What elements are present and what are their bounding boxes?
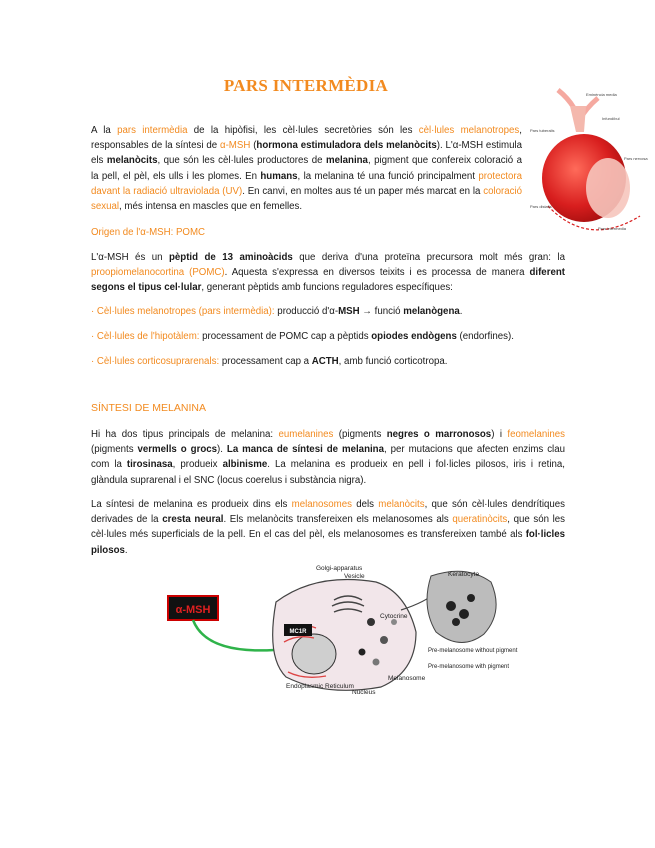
highlight: α-MSH [219, 140, 251, 152]
bullet-melanotropes [91, 306, 565, 317]
text: . [459, 306, 463, 317]
bold-text: opiodes endògens [371, 331, 457, 342]
melanosome-paragraph [91, 497, 565, 558]
text: , més intensa en mascles que en femelles. [119, 201, 303, 213]
text: (pigments [333, 429, 387, 440]
text: Hi ha dos tipus principals de melanina: [91, 429, 279, 440]
text: processament cap a [219, 356, 312, 367]
melanosome-dot [380, 636, 388, 644]
melanin-types-paragraph [91, 427, 565, 488]
text: . Els melanòcits transfereixen els melanosomes als [223, 514, 453, 526]
text: processament de POMC cap a pèptids [199, 331, 372, 342]
bold-text: negres o marronosos [386, 429, 492, 440]
text: producció d'α- [274, 306, 339, 317]
pars-nervosa-shape [586, 158, 630, 218]
text: . La melanina es produeix en pell i fol·licles pilosos, iris i retina, glàndula suprarenal i el SNC (locus coerelus i substància nigra). [91, 459, 565, 486]
pituitary-gland-illustration [528, 88, 650, 236]
bullet-label: · Cèl·lules corticosuprarenals: [91, 356, 220, 367]
text: . En canvi, en moltes aus té un paper més marcat en la [242, 185, 484, 197]
page-title: PARS INTERMÈDIA [223, 76, 389, 95]
text: ). [217, 444, 227, 456]
melanosome-dot [452, 618, 460, 626]
text: , produeix [172, 459, 223, 471]
bold-text: diferent segons el tipus cel·lular [91, 267, 565, 294]
pomc-heading: Origen de l'α-MSH: POMC [91, 227, 206, 238]
text: , que són les cèl·lules més superficials de la pell. En el cas del pèl, els melanosomes es transfereixen també als [91, 514, 565, 541]
pit-label-3: Pars nervosa [624, 156, 648, 161]
text: (endorfines). [456, 331, 514, 342]
bold-text: melanògena [403, 306, 460, 317]
highlight: eumelanines [278, 429, 334, 440]
label-nucleus: Nucleus [352, 689, 376, 696]
intro-paragraph [91, 123, 522, 214]
text: , la melanina té una funció principalment [297, 170, 479, 182]
text: , que són les cèl·lules productores de [157, 155, 326, 167]
text: , amb funció corticotropa. [338, 356, 448, 367]
highlight: coloració sexual [91, 185, 522, 213]
highlight: queratinòcits [452, 514, 508, 526]
bold-text: hormona estimuladora dels melanòcits [256, 140, 437, 152]
mc1r-label: MC1R [289, 629, 307, 635]
melanocyte-illustration [166, 562, 518, 702]
nucleus-shape [292, 634, 336, 674]
bold-text: ACTH [311, 356, 339, 367]
bullet-label: · Cèl·lules melanotropes (pars intermèdia): [91, 306, 275, 317]
label-golgi: Golgi-apparatus [316, 565, 363, 572]
pit-label-1: Infundíbul [602, 116, 620, 121]
text: La síntesi de melanina es produeix dins els [91, 499, 292, 510]
label-premelanosome-with: Pre-melanosome with pigment [428, 664, 510, 670]
melanosome-dot [459, 609, 469, 619]
label-melanosome: Melanosome [388, 675, 426, 682]
highlight: pars intermèdia [117, 125, 188, 136]
text: que deriva d'una proteïna precursora molt més gran: la [292, 252, 565, 263]
keratocyte-cell [427, 571, 496, 642]
text: , per mutacions que afecten enzims clau com la [91, 444, 565, 471]
pit-label-5: Pars intermedia [598, 226, 627, 231]
bullet-label: · Cèl·lules de l'hipotàlem: [91, 331, 200, 342]
highlight: melanòcits [378, 499, 425, 510]
pit-label-2: Pars tuberalis [530, 128, 555, 133]
alpha-msh-label: α-MSH [175, 604, 211, 616]
bold-text: cresta neural [162, 514, 224, 526]
text: dels [351, 499, 379, 510]
bold-text: tirosinasa [126, 459, 173, 471]
melanosome-dot [373, 659, 380, 666]
text: , generant pèptids amb funcions reguladores específiques: [201, 282, 453, 294]
pit-label-4: Pars distalis [530, 204, 552, 209]
label-cytocrine: Cytocrine [380, 613, 408, 620]
bold-text: albinisme [222, 459, 268, 471]
bullet-hypothalamus [91, 331, 565, 342]
bold-text: La manca de síntesi de melanina [226, 444, 384, 456]
text: . [124, 544, 128, 556]
pit-label-0: Eminència media [586, 92, 617, 97]
text: de la hipòfisi, les cèl·lules secretòries són les [187, 125, 419, 136]
bold-text: pèptid de 13 aminoàcids [168, 252, 293, 263]
text: → funció [359, 306, 404, 317]
highlight: melanosomes [291, 499, 352, 510]
text: , que són cèl·lules dendrítiques derivades de la [91, 499, 566, 526]
text: , responsables de la síntesi de [91, 125, 522, 152]
bullet-corticosuprarenals [91, 356, 565, 367]
text: ). L'α-MSH estimula els [91, 140, 523, 167]
highlight: cèl·lules melanotropes [418, 125, 520, 136]
pomc-paragraph [91, 250, 565, 296]
bold-text: MSH [338, 306, 360, 317]
synthesis-heading: SÍNTESI DE MELANINA [91, 402, 206, 414]
bold-text: humans [260, 170, 298, 182]
melanosome-dot [467, 594, 475, 602]
bold-text: vermells o grocs [137, 444, 218, 456]
label-premelanosome-without: Pre-melanosome without pigment [428, 648, 518, 654]
melanosome-dot [359, 649, 366, 656]
melanosome-dot [367, 618, 375, 626]
highlight: feomelanines [507, 429, 565, 440]
text: , pigment que confereix coloració a la pell, el pèl, els ulls i les plomes. En [91, 155, 522, 182]
highlight: protectora davant la radiació ultraviolada (UV) [91, 170, 522, 197]
text: L'α-MSH és un [91, 252, 169, 263]
text: ) i [491, 429, 508, 440]
text: ( [250, 140, 257, 152]
bold-text: melanòcits [106, 155, 158, 167]
bold-text: fol·licles pilosos [91, 529, 565, 556]
text: A la [91, 125, 118, 136]
bold-text: melanina [325, 155, 368, 167]
label-keratocyte: Keratocyte [448, 571, 480, 578]
label-er: Endoplasmic Reticulum [286, 683, 354, 690]
melanosome-dot [446, 601, 456, 611]
text: (pigments [91, 444, 138, 456]
highlight: proopiomelanocortina (POMC) [91, 267, 225, 279]
label-vesicle: Vesicle [344, 573, 365, 580]
text: . Aquesta s'expressa en diversos teixits i es processa de manera [224, 267, 530, 279]
